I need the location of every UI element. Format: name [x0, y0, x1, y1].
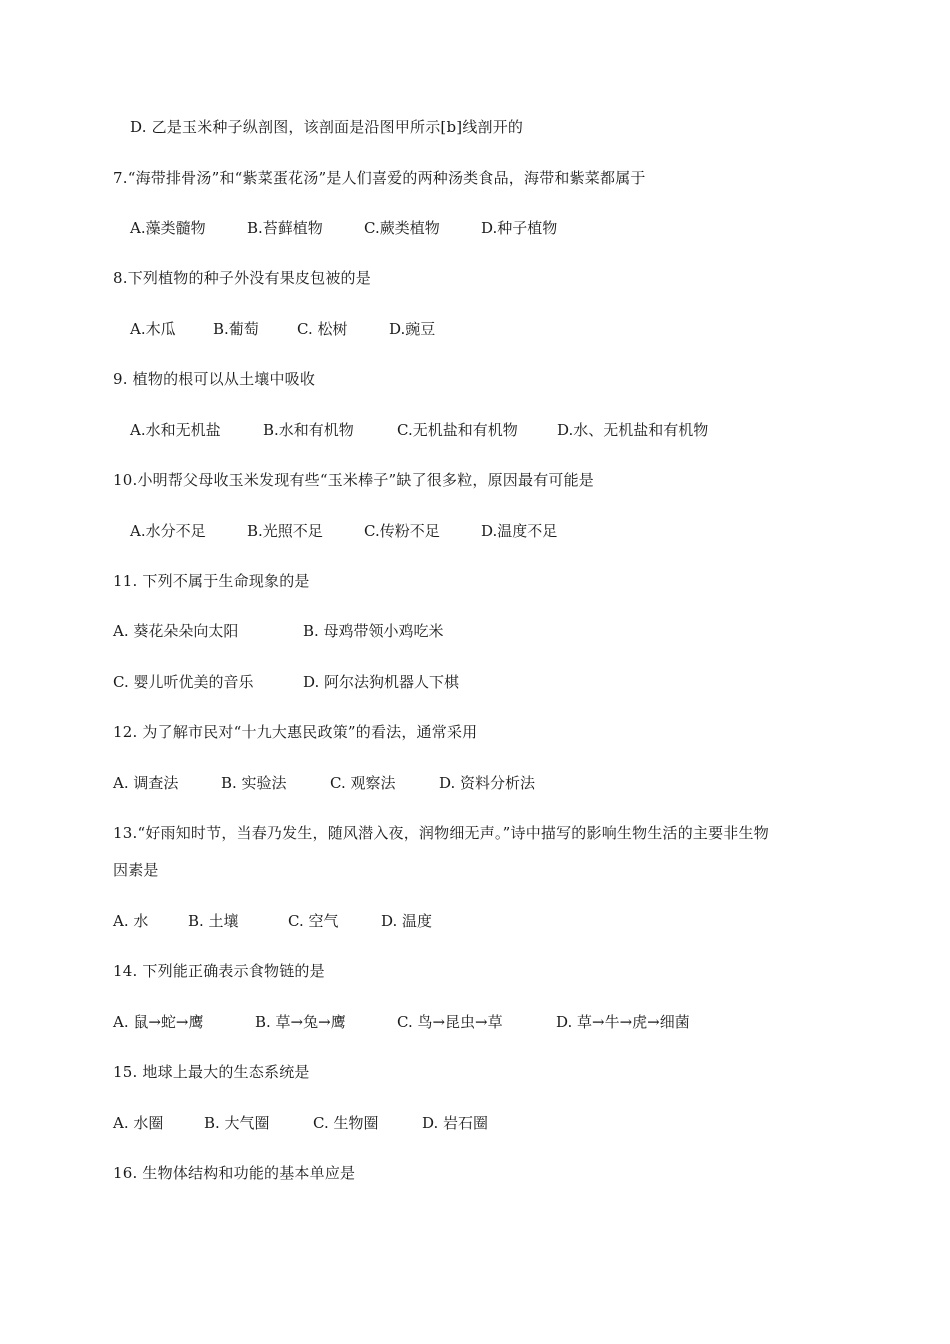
q9-option-a: A.水和无机盐	[130, 421, 221, 439]
q12-option-b: B. 实验法	[221, 774, 287, 792]
q10-option-c: C.传粉不足	[364, 522, 440, 540]
q9-stem: 9. 植物的根可以从土壤中吸收	[113, 370, 316, 388]
q13-options	[113, 911, 432, 931]
q7-option-c: C.蕨类植物	[364, 219, 440, 237]
q11-options-row1	[113, 621, 444, 641]
q8-option-b: B.葡萄	[213, 320, 259, 338]
q12-options	[113, 773, 535, 793]
q14-options	[113, 1012, 690, 1032]
q11-stem: 11. 下列不属于生命现象的是	[113, 572, 310, 590]
q8-stem: 8.下列植物的种子外没有果皮包被的是	[113, 269, 371, 287]
q9-options	[130, 420, 708, 440]
q8-option-d: D.豌豆	[389, 320, 436, 338]
q8-options	[130, 319, 435, 339]
q13-option-d: D. 温度	[381, 912, 433, 930]
q13-option-b: B. 土壤	[188, 912, 239, 930]
q13-option-a: A. 水	[113, 912, 149, 930]
q7-stem: 7.“海带排骨汤”和“紫菜蛋花汤”是人们喜爱的两种汤类食品，海带和紫菜都属于	[113, 169, 646, 187]
q7-options	[130, 218, 557, 238]
q6-option-d: D. 乙是玉米种子纵剖图，该剖面是沿图甲所示[b]线剖开的	[130, 118, 524, 136]
q9-option-b: B.水和有机物	[263, 421, 354, 439]
q11-option-b: B. 母鸡带领小鸡吃米	[303, 622, 444, 640]
q10-option-b: B.光照不足	[247, 522, 323, 540]
q9-option-c: C.无机盐和有机物	[397, 421, 518, 439]
q16-stem: 16. 生物体结构和功能的基本单应是	[113, 1164, 356, 1182]
q12-stem: 12. 为了解市民对“十九大惠民政策”的看法，通常采用	[113, 723, 478, 741]
q14-option-d: D. 草→牛→虎→细菌	[556, 1013, 690, 1031]
q9-option-d: D.水、无机盐和有机物	[557, 421, 709, 439]
q13-stem-line2: 因素是	[113, 861, 159, 879]
q13-stem-line1: 13.“好雨知时节，当春乃发生，随风潜入夜，润物细无声。”诗中描写的影响生物生活的主要非生物	[113, 824, 769, 842]
q12-option-d: D. 资料分析法	[439, 774, 536, 792]
q10-options	[130, 521, 557, 541]
q14-option-c: C. 鸟→昆虫→草	[397, 1013, 503, 1031]
q12-option-a: A. 调查法	[113, 774, 179, 792]
q14-option-b: B. 草→兔→鹰	[255, 1013, 346, 1031]
q14-stem: 14. 下列能正确表示食物链的是	[113, 962, 325, 980]
q7-option-b: B.苔藓植物	[247, 219, 323, 237]
q10-option-a: A.水分不足	[130, 522, 206, 540]
q11-option-c: C. 婴儿听优美的音乐	[113, 673, 254, 691]
q15-options	[113, 1113, 488, 1133]
q12-option-c: C. 观察法	[330, 774, 396, 792]
q11-option-d: D. 阿尔法狗机器人下棋	[303, 673, 460, 691]
q7-option-d: D.种子植物	[481, 219, 558, 237]
q15-option-a: A. 水圈	[113, 1114, 164, 1132]
q8-option-a: A.木瓜	[130, 320, 176, 338]
q15-option-b: B. 大气圈	[204, 1114, 270, 1132]
q10-option-d: D.温度不足	[481, 522, 558, 540]
q10-stem: 10.小明帮父母收玉米发现有些“玉米棒子”缺了很多粒，原因最有可能是	[113, 471, 594, 489]
q15-stem: 15. 地球上最大的生态系统是	[113, 1063, 310, 1081]
q14-option-a: A. 鼠→蛇→鹰	[113, 1013, 204, 1031]
q8-option-c: C. 松树	[297, 320, 348, 338]
q15-option-d: D. 岩石圈	[422, 1114, 489, 1132]
q7-option-a: A.藻类髓物	[130, 219, 206, 237]
q15-option-c: C. 生物圈	[313, 1114, 379, 1132]
q11-option-a: A. 葵花朵朵向太阳	[113, 622, 239, 640]
q11-options-row2	[113, 672, 459, 692]
q13-option-c: C. 空气	[288, 912, 339, 930]
